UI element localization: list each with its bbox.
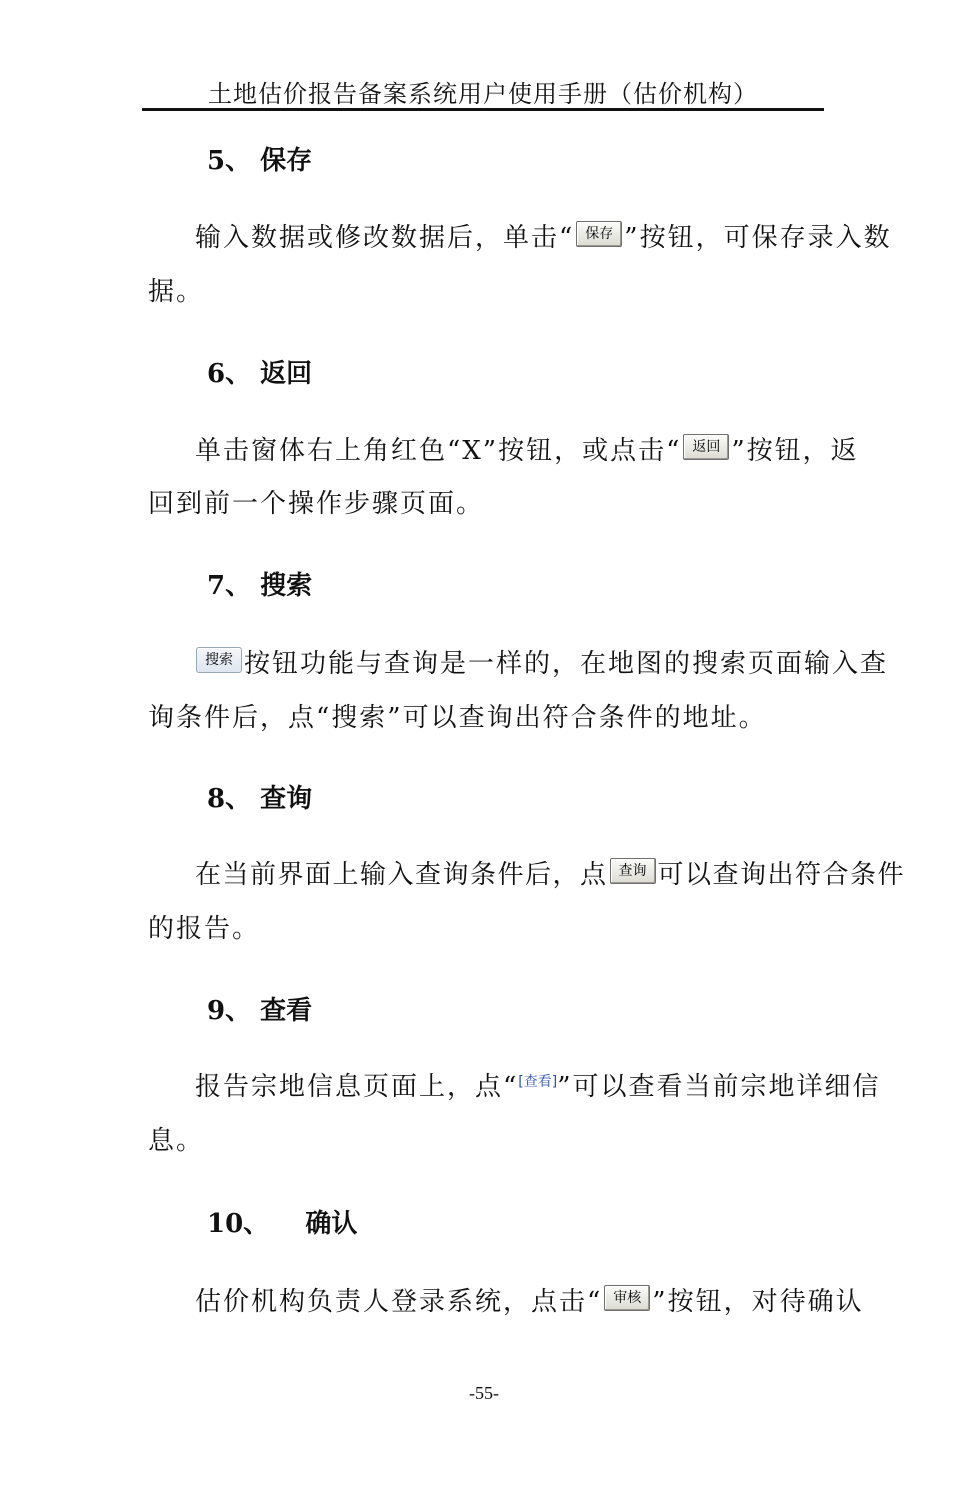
text-segment: 输入数据或修改数据后，单击“ (195, 223, 575, 253)
text-segment: ”按钮，对待确认 (652, 1287, 864, 1317)
paragraph-line: 询条件后，点“搜索”可以查询出符合条件的地址。 (148, 703, 767, 733)
query-button[interactable]: 查询 (610, 858, 656, 884)
paragraph-line (195, 431, 871, 471)
view-link[interactable]: [查看] (518, 1074, 558, 1090)
text-segment: ”按钮，返 (731, 436, 859, 466)
section-heading-query: 8、 查询 (207, 784, 313, 814)
paragraph-line (196, 644, 889, 684)
section-heading-back: 6、 返回 (207, 359, 313, 389)
text-segment: 可以查询出符合条件 (657, 860, 906, 890)
save-button[interactable]: 保存 (576, 221, 622, 247)
review-button[interactable]: 审核 (604, 1285, 650, 1311)
paragraph-line: 的报告。 (148, 914, 261, 944)
manual-title: 土地估价报告备案系统用户使用手册（估价机构） (208, 80, 758, 108)
text-segment: ”可以查看当前宗地详细信 (557, 1072, 881, 1102)
section-heading-search: 7、 搜索 (207, 571, 313, 601)
text-segment: 报告宗地信息页面上，点“ (195, 1072, 519, 1102)
text-segment: 估价机构负责人登录系统，点击“ (195, 1287, 603, 1317)
paragraph-line: 回到前一个操作步骤页面。 (148, 489, 485, 519)
section-heading-confirm: 10、 确认 (207, 1209, 358, 1239)
section-heading-save: 5、 保存 (207, 146, 313, 176)
paragraph-line: 息。 (148, 1126, 205, 1156)
text-segment: 按钮功能与查询是一样的，在地图的搜索页面输入查 (244, 649, 889, 679)
text-segment: 在当前界面上输入查询条件后，点 (195, 860, 608, 890)
back-button[interactable]: 返回 (683, 434, 729, 460)
paragraph-line (195, 1282, 871, 1322)
text-segment: 单击窗体右上角红色“X”按钮，或点击“ (195, 436, 682, 466)
paragraph-line: 据。 (148, 277, 205, 307)
paragraph-line (195, 218, 892, 258)
paragraph-line (195, 855, 906, 895)
search-button[interactable]: 搜索 (196, 647, 242, 673)
section-heading-view: 9、 查看 (207, 996, 313, 1026)
text-segment: ”按钮，可保存录入数 (624, 223, 892, 253)
paragraph-line (195, 1067, 881, 1107)
header-divider (142, 108, 824, 111)
page-number: -55- (469, 1383, 499, 1403)
